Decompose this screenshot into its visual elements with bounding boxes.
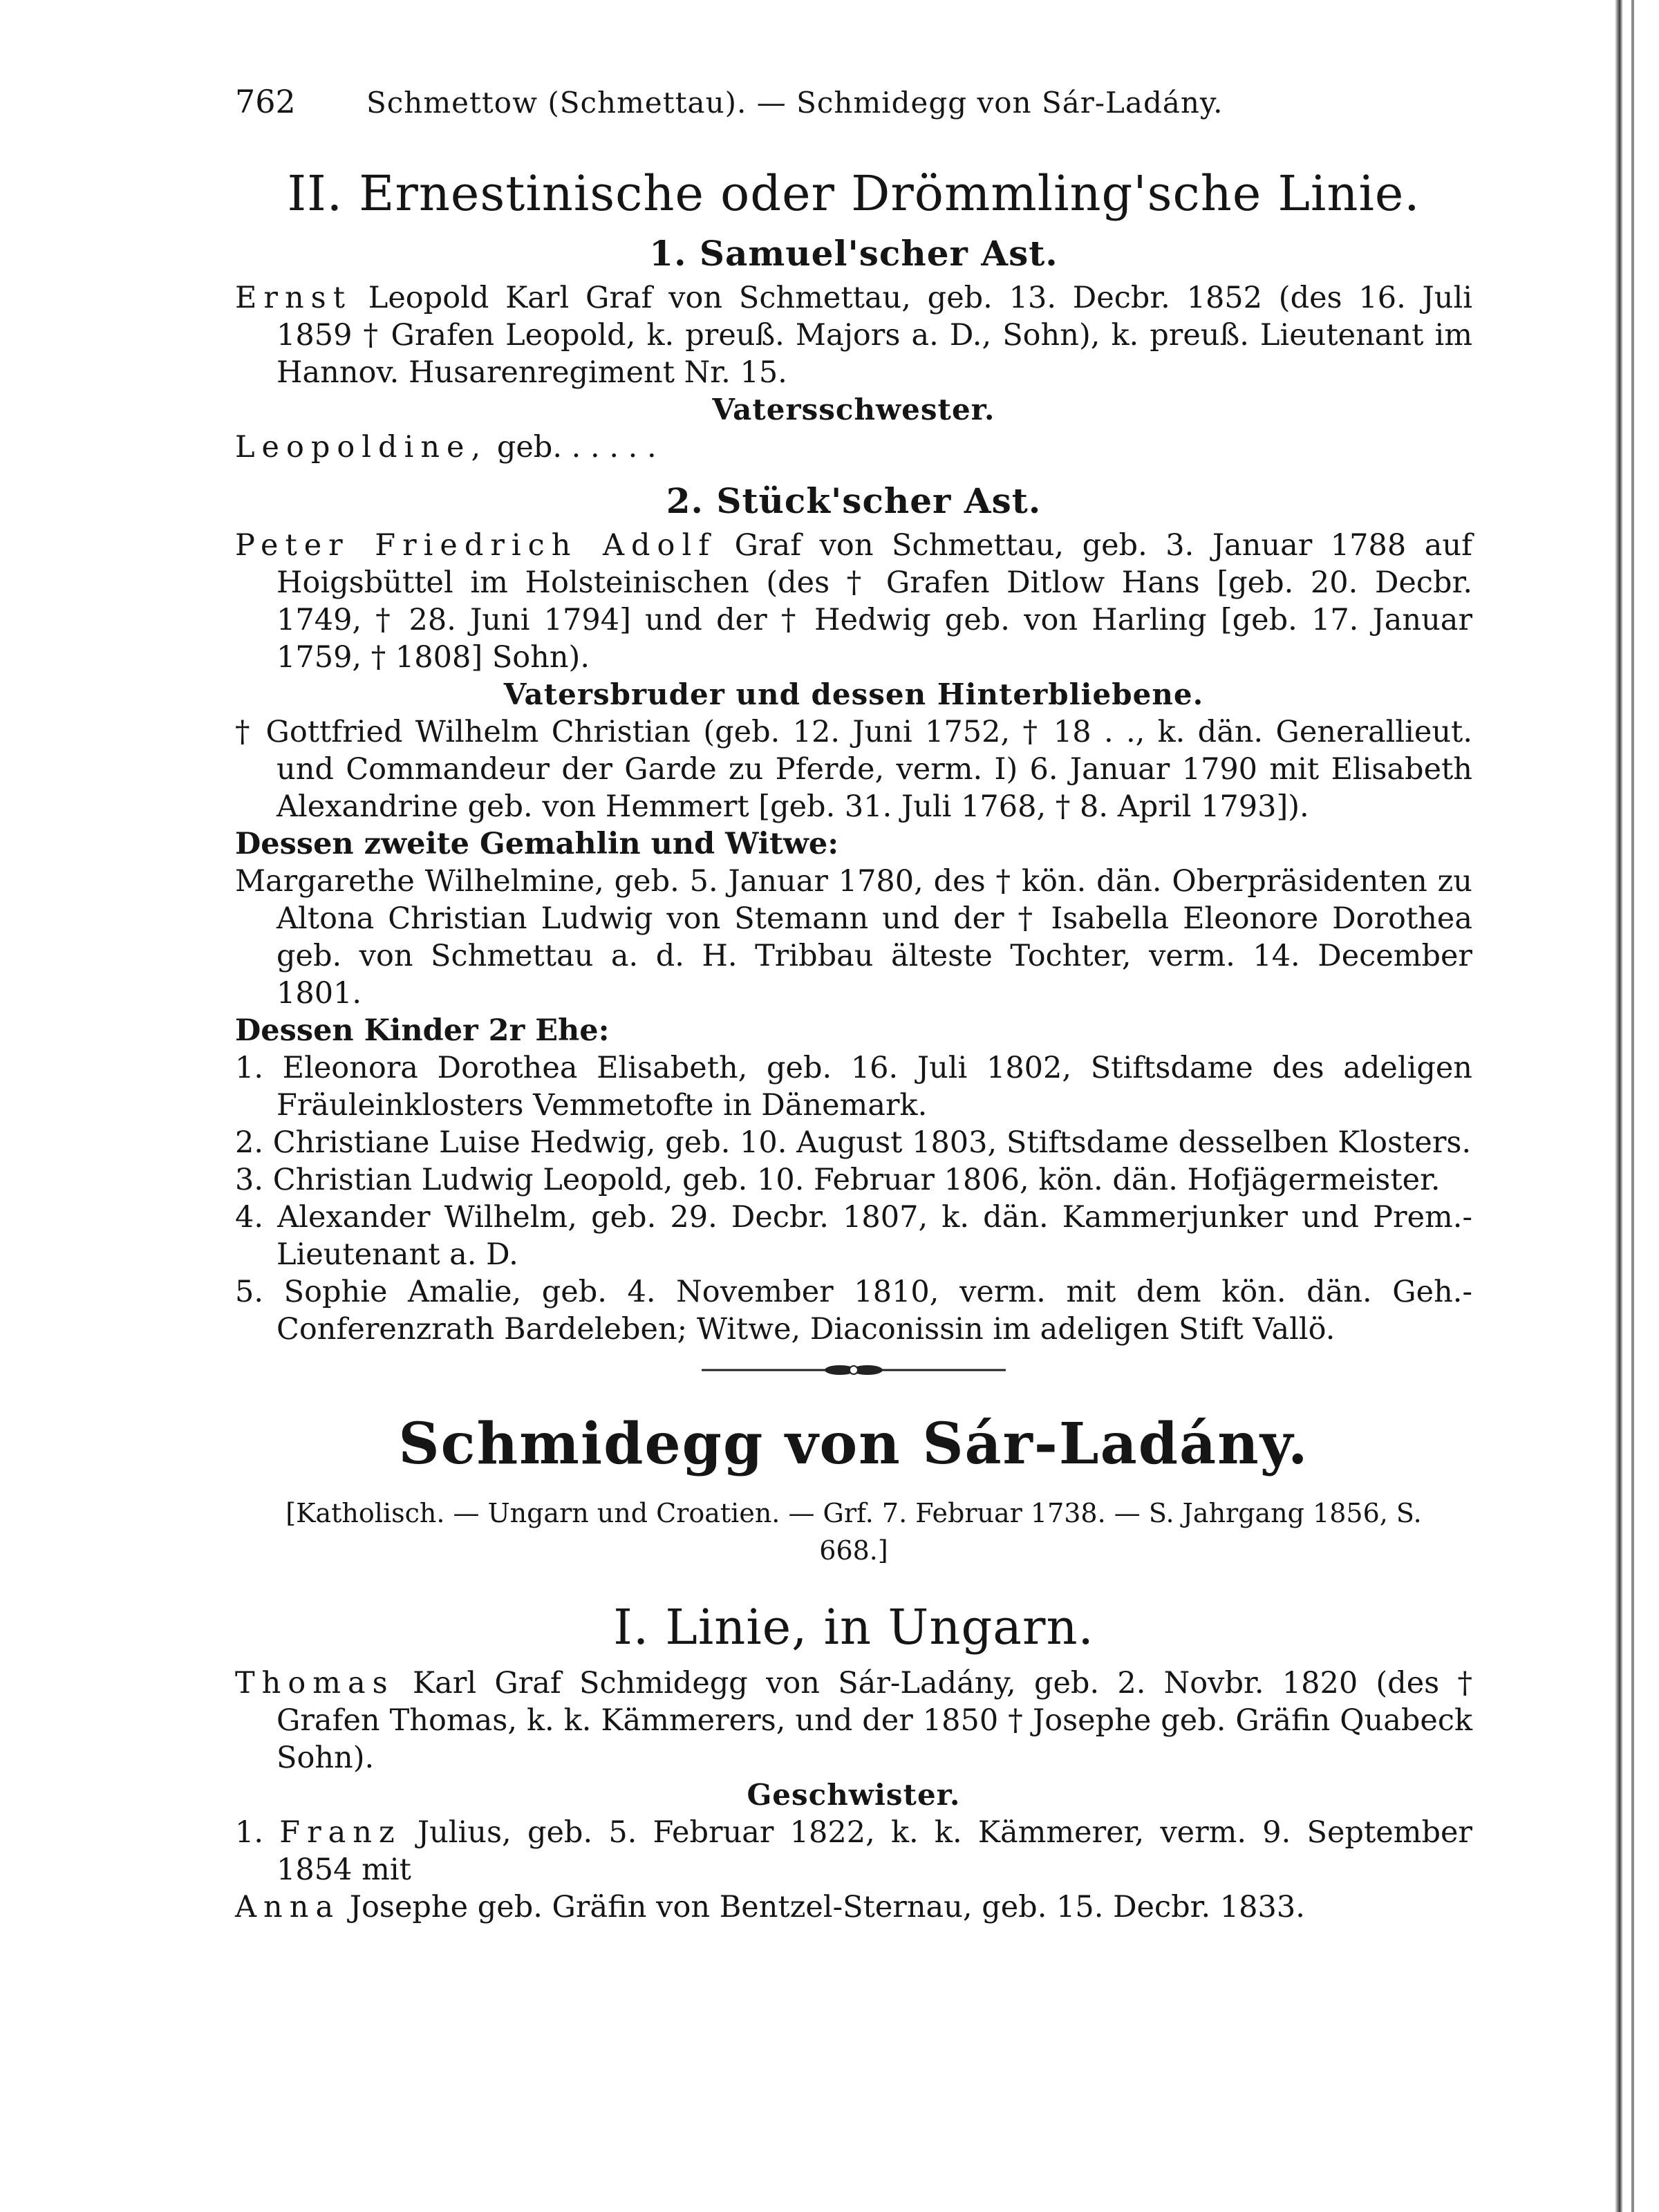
entry-second-wife [235,825,1472,863]
entry-margarethe: Margarethe Wilhelmine, geb. 5. Januar 1780, des † kön. dän. Oberpräsidenten zu Altona Christian Ludwig von Stemann und der † Isabella Eleonore Dorothea geb. von Schmettau a. d. H. Tribbau älteste Tochter, verm. 14. December 1801. [235,864,1472,1011]
family-note: [Katholisch. — Ungarn und Croatien. — Grf. 7. Februar 1738. — S. Jahrgang 1856, S. 668.] [285,1498,1422,1566]
family-title-schmidegg: Schmidegg von Sár-Ladány. [398,1411,1309,1477]
entry-ernst-leopold [235,279,1472,391]
entry-text: geb. . . . . . [496,430,657,465]
sibling-entry-1 [235,1814,1472,1888]
entry-text: Leopold Karl Graf von Schmettau, geb. 13. Decbr. 1852 (des 16. Juli 1859 † Grafen Leopold, k. preuß. Majors a. D., Sohn), k. preuß. Lieutenant im Hannov. Husarenregiment Nr. 15. [276,281,1472,390]
child-entry-3: 3. Christian Ludwig Leopold, geb. 10. Februar 1806, kön. dän. Hofjägermeister. [235,1163,1441,1197]
entry-anna-josephe [235,1888,1472,1926]
entry-name: Leopoldine, [235,430,488,465]
entry-name: Ernst [235,281,352,315]
running-title: Schmettow (Schmettau). — Schmidegg von Sár-Ladány. [366,86,1224,120]
sibling-number: 1. [235,1815,264,1850]
child-entry-2: 2. Christiane Luise Hedwig, geb. 10. August 1803, Stiftsdame desselben Klosters. [235,1125,1472,1160]
entry-thomas-karl [235,1665,1472,1777]
entry-text: Julius, geb. 5. Februar 1822, k. k. Kämmerer, verm. 9. September 1854 mit [276,1815,1472,1887]
running-header [235,83,1472,145]
children-label: Dessen Kinder 2r Ehe: [235,1013,610,1048]
relative-heading-vatersschwester: Vatersschwester. [712,393,995,427]
child-entry-1: 1. Eleonora Dorothea Elisabeth, geb. 16. Juli 1802, Stiftsdame des adeligen Fräuleinklosters Vemmetofte in Dänemark. [235,1051,1472,1123]
ornament-divider-icon [702,1362,1006,1378]
line-title-ungarn: I. Linie, in Ungarn. [613,1599,1094,1656]
branch-title-samuel: 1. Samuel'scher Ast. [649,233,1058,274]
relative-heading-vatersbruder: Vatersbruder und dessen Hinterbliebene. [503,677,1204,711]
child-entry-4: 4. Alexander Wilhelm, geb. 29. Decbr. 1807, k. dän. Kammerjunker und Prem.-Lieutenant a. D. [235,1200,1472,1272]
entry-name: Anna [235,1890,341,1924]
entry-text: Josephe geb. Gräfin von Bentzel-Sternau, geb. 15. Decbr. 1833. [349,1890,1305,1924]
entry-leopoldine [235,429,1472,466]
page-binding-line [1631,0,1634,2212]
siblings-heading: Geschwister. [747,1778,961,1812]
branch-title-stueck: 2. Stück'scher Ast. [666,480,1042,521]
entry-text: Karl Graf Schmidegg von Sár-Ladány, geb. 2. Novbr. 1820 (des † Grafen Thomas, k. k. Kämmerers, und der 1850 † Josephe geb. Gräfin Quabeck Sohn). [276,1666,1472,1775]
entry-gottfried: † Gottfried Wilhelm Christian (geb. 12. Juni 1752, † 18 . ., k. dän. Generallieut. und Commandeur der Garde zu Pferde, verm. I) 6. Januar 1790 mit Elisabeth Alexandrine geb. von Hemmert [geb. 31. Juli 1768, † 8. April 1793]). [235,715,1472,824]
child-entry-5: 5. Sophie Amalie, geb. 4. November 1810, verm. mit dem kön. dän. Geh.-Conferenzrath Bardeleben; Witwe, Diaconissin im adeligen Stift Vallö. [235,1275,1472,1347]
page-binding-edge [1615,0,1623,2212]
entry-peter-friedrich-adolf [235,527,1472,676]
section-title-ernestine: II. Ernestinische oder Drömmling'sche Linie. [287,165,1421,222]
page-number: 762 [235,83,296,120]
entry-name: Thomas [235,1666,395,1700]
second-wife-label: Dessen zweite Gemahlin und Witwe: [235,827,839,861]
page-content [235,83,1472,1926]
entry-name: Peter Friedrich Adolf [235,528,717,563]
entry-text: Graf von Schmettau, geb. 3. Januar 1788 auf Hoigsbüttel im Holsteinischen (des † Grafen Ditlow Hans [geb. 20. Decbr. 1749, † 28. Juni 1794] und der † Hedwig geb. von Harling [geb. 17. Januar 1759, † 1808] Sohn). [276,528,1472,675]
entry-children-label [235,1012,1472,1049]
section-divider [235,1362,1472,1378]
entry-name: Franz [279,1815,402,1850]
